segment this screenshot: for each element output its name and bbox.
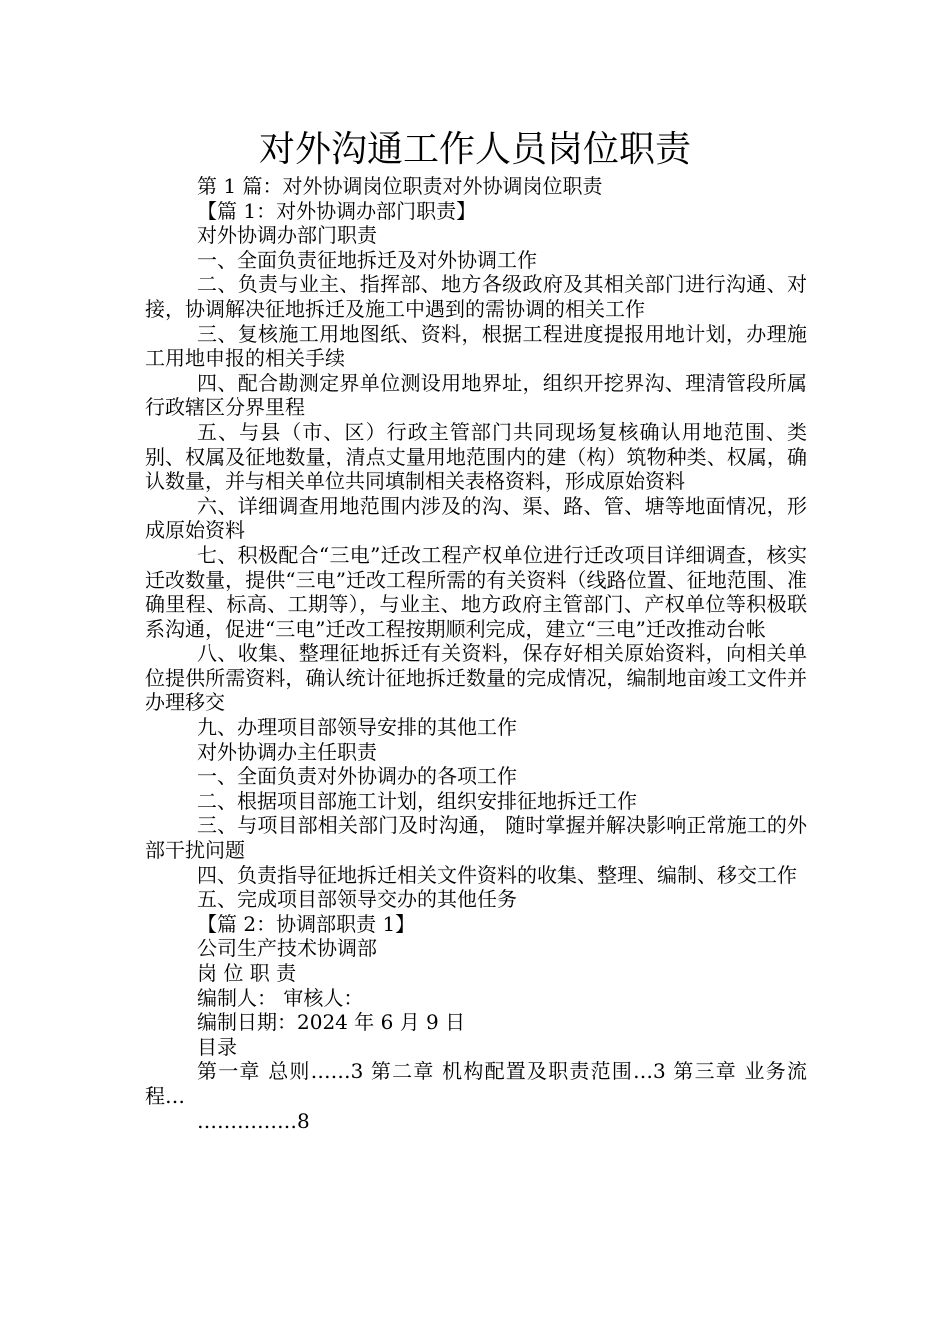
paragraph: 五、与县（市、区）行政主管部门共同现场复核确认用地范围、类别、权属及征地数量，清点丈量用地范围内的建（构）筑物种类、权属，确认数量，并与相关单位共同填制相关表格资料，形成原始资料 xyxy=(145,419,807,494)
paragraph: 第 1 篇：对外协调岗位职责对外协调岗位职责 xyxy=(197,174,603,198)
paragraph: 三、与项目部相关部门及时沟通， 随时掌握并解决影响正常施工的外部干扰问题 xyxy=(145,813,807,863)
paragraph: 二、根据项目部施工计划，组织安排征地拆迁工作 xyxy=(197,788,637,813)
paragraph: 编制日期：2024 年 6 月 9 日 xyxy=(197,1010,466,1035)
paragraph: 岗 位 职 责 xyxy=(197,961,297,985)
document-body xyxy=(145,174,807,1133)
paragraph: 对外协调办主任职责 xyxy=(197,739,377,764)
paragraph: 目录 xyxy=(197,1034,237,1059)
paragraph: 四、配合勘测定界单位测设用地界址，组织开挖界沟、理清管段所属行政辖区分界里程 xyxy=(145,370,807,420)
paragraph: 九、办理项目部领导安排的其他工作 xyxy=(197,715,517,740)
paragraph: 五、完成项目部领导交办的其他任务 xyxy=(197,887,517,912)
document-title: 对外沟通工作人员岗位职责 xyxy=(258,129,691,170)
paragraph: 八、收集、整理征地拆迁有关资料，保存好相关原始资料，向相关单位提供所需资料，确认统计征地拆迁数量的完成情况，编制地亩竣工文件并办理移交 xyxy=(145,641,807,715)
paragraph: 【篇 2：协调部职责 1】 xyxy=(197,911,416,936)
paragraph: ……………8 xyxy=(197,1108,310,1133)
paragraph: 【篇 1：对外协调办部门职责】 xyxy=(197,198,477,223)
paragraph: 四、负责指导征地拆迁相关文件资料的收集、整理、编制、移交工作 xyxy=(197,862,797,887)
paragraph: 一、全面负责对外协调办的各项工作 xyxy=(197,764,517,789)
paragraph: 对外协调办部门职责 xyxy=(197,223,377,248)
paragraph: 六、详细调查用地范围内涉及的沟、渠、路、管、塘等地面情况，形成原始资料 xyxy=(145,493,807,543)
paragraph: 七、积极配合“三电”迁改工程产权单位进行迁改项目详细调查，核实迁改数量，提供“三电”迁改工程所需的有关资料（线路位置、征地范围、准确里程、标高、工期等），与业主、地方政府主管部门、产权单位等积极联系沟通，促进“三电”迁改工程按期顺利完成，建立“三电”迁改推动台帐 xyxy=(145,542,807,641)
paragraph: 二、负责与业主、指挥部、地方各级政府及其相关部门进行沟通、对接，协调解决征地拆迁及施工中遇到的需协调的相关工作 xyxy=(145,272,807,321)
paragraph: 第一章 总则……3 第二章 机构配置及职责范围…3 第三章 业务流程… xyxy=(145,1059,807,1108)
paragraph: 编制人： 审核人： xyxy=(197,985,364,1010)
paragraph: 三、复核施工用地图纸、资料，根据工程进度提报用地计划，办理施工用地申报的相关手续 xyxy=(145,321,807,371)
paragraph: 公司生产技术协调部 xyxy=(197,936,377,961)
paragraph: 一、全面负责征地拆迁及对外协调工作 xyxy=(197,247,537,272)
